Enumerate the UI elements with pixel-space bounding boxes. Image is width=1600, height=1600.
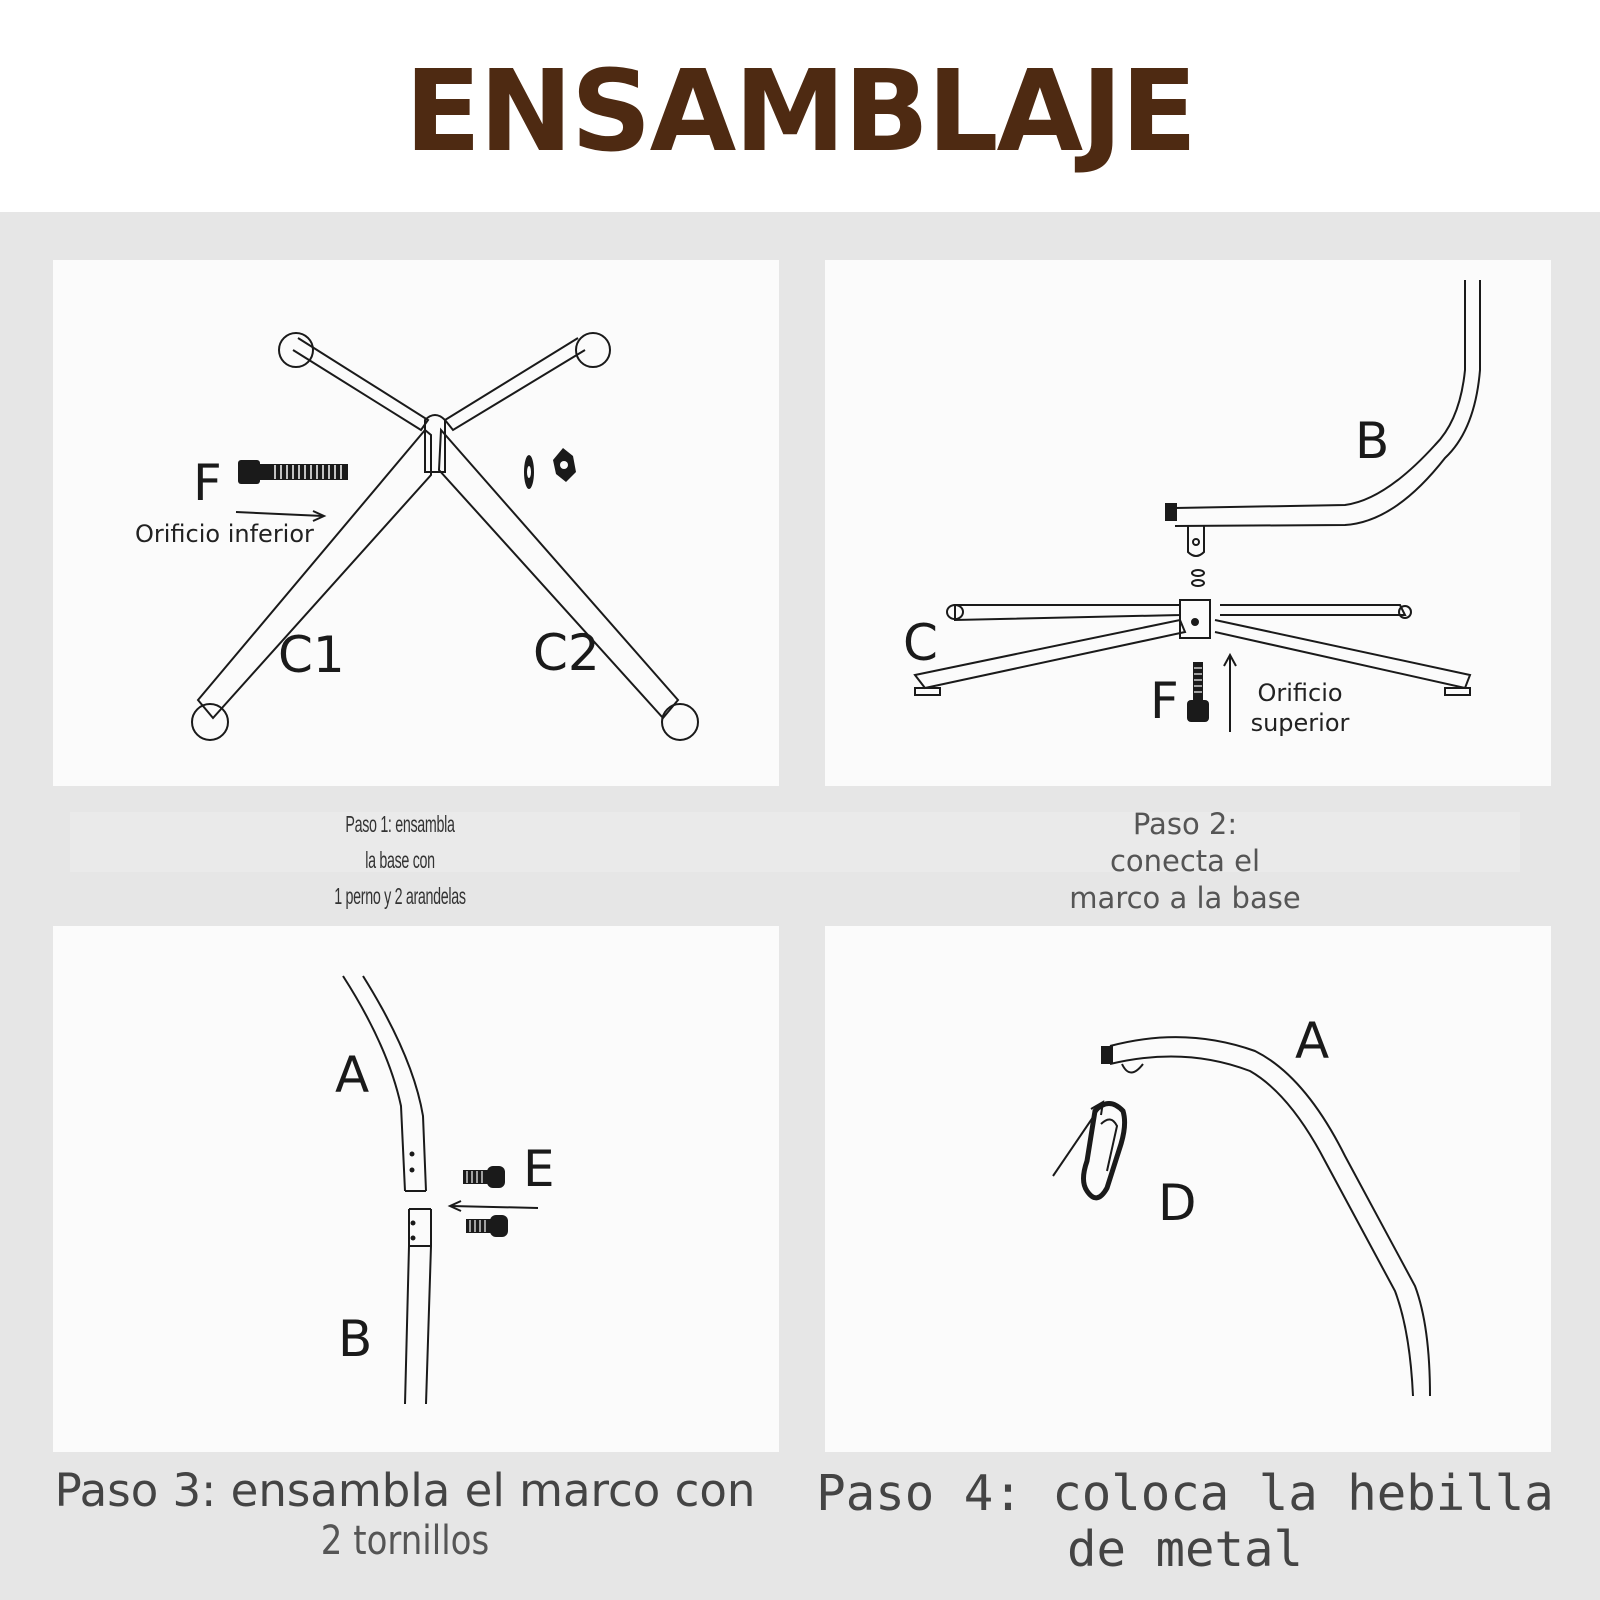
upper-hole-label: Orificio superior	[1250, 679, 1350, 737]
part-label-b: B	[1355, 412, 1390, 470]
step2-frame-base-illustration	[825, 260, 1551, 786]
part-label-b: B	[338, 1310, 373, 1368]
part-label-c1: C1	[278, 626, 345, 684]
step3-panel	[53, 926, 779, 1452]
screw-icon	[466, 1215, 508, 1237]
part-label-f: F	[193, 454, 222, 512]
part-label-f: F	[1150, 672, 1179, 730]
header	[0, 0, 1600, 212]
page-title: ENSAMBLAJE	[404, 47, 1196, 177]
part-label-c2: C2	[533, 624, 600, 682]
step2-caption: Paso 2: conecta el marco a la base	[1069, 807, 1301, 915]
lower-hole-label: Orificio inferior	[135, 520, 314, 548]
part-label-a: A	[335, 1046, 370, 1104]
part-label-a: A	[1295, 1012, 1330, 1070]
step2-panel	[825, 260, 1551, 786]
part-label-c: C	[903, 614, 938, 672]
part-label-e: E	[523, 1140, 555, 1198]
step1-panel	[53, 260, 779, 786]
step4-caption: Paso 4: coloca la hebilla de metal	[816, 1465, 1554, 1578]
step3-frame-join-illustration	[53, 926, 779, 1452]
step3-caption: Paso 3: ensambla el marco con 2 tornillos	[54, 1464, 756, 1564]
screw-icon	[463, 1166, 505, 1188]
step1-caption: Paso 1: ensambla la base con 1 perno y 2 arandelas	[334, 811, 466, 909]
step4-panel	[825, 926, 1551, 1452]
bolt-icon	[238, 460, 348, 484]
part-label-d: D	[1158, 1174, 1197, 1232]
bolt-icon	[1187, 662, 1209, 722]
